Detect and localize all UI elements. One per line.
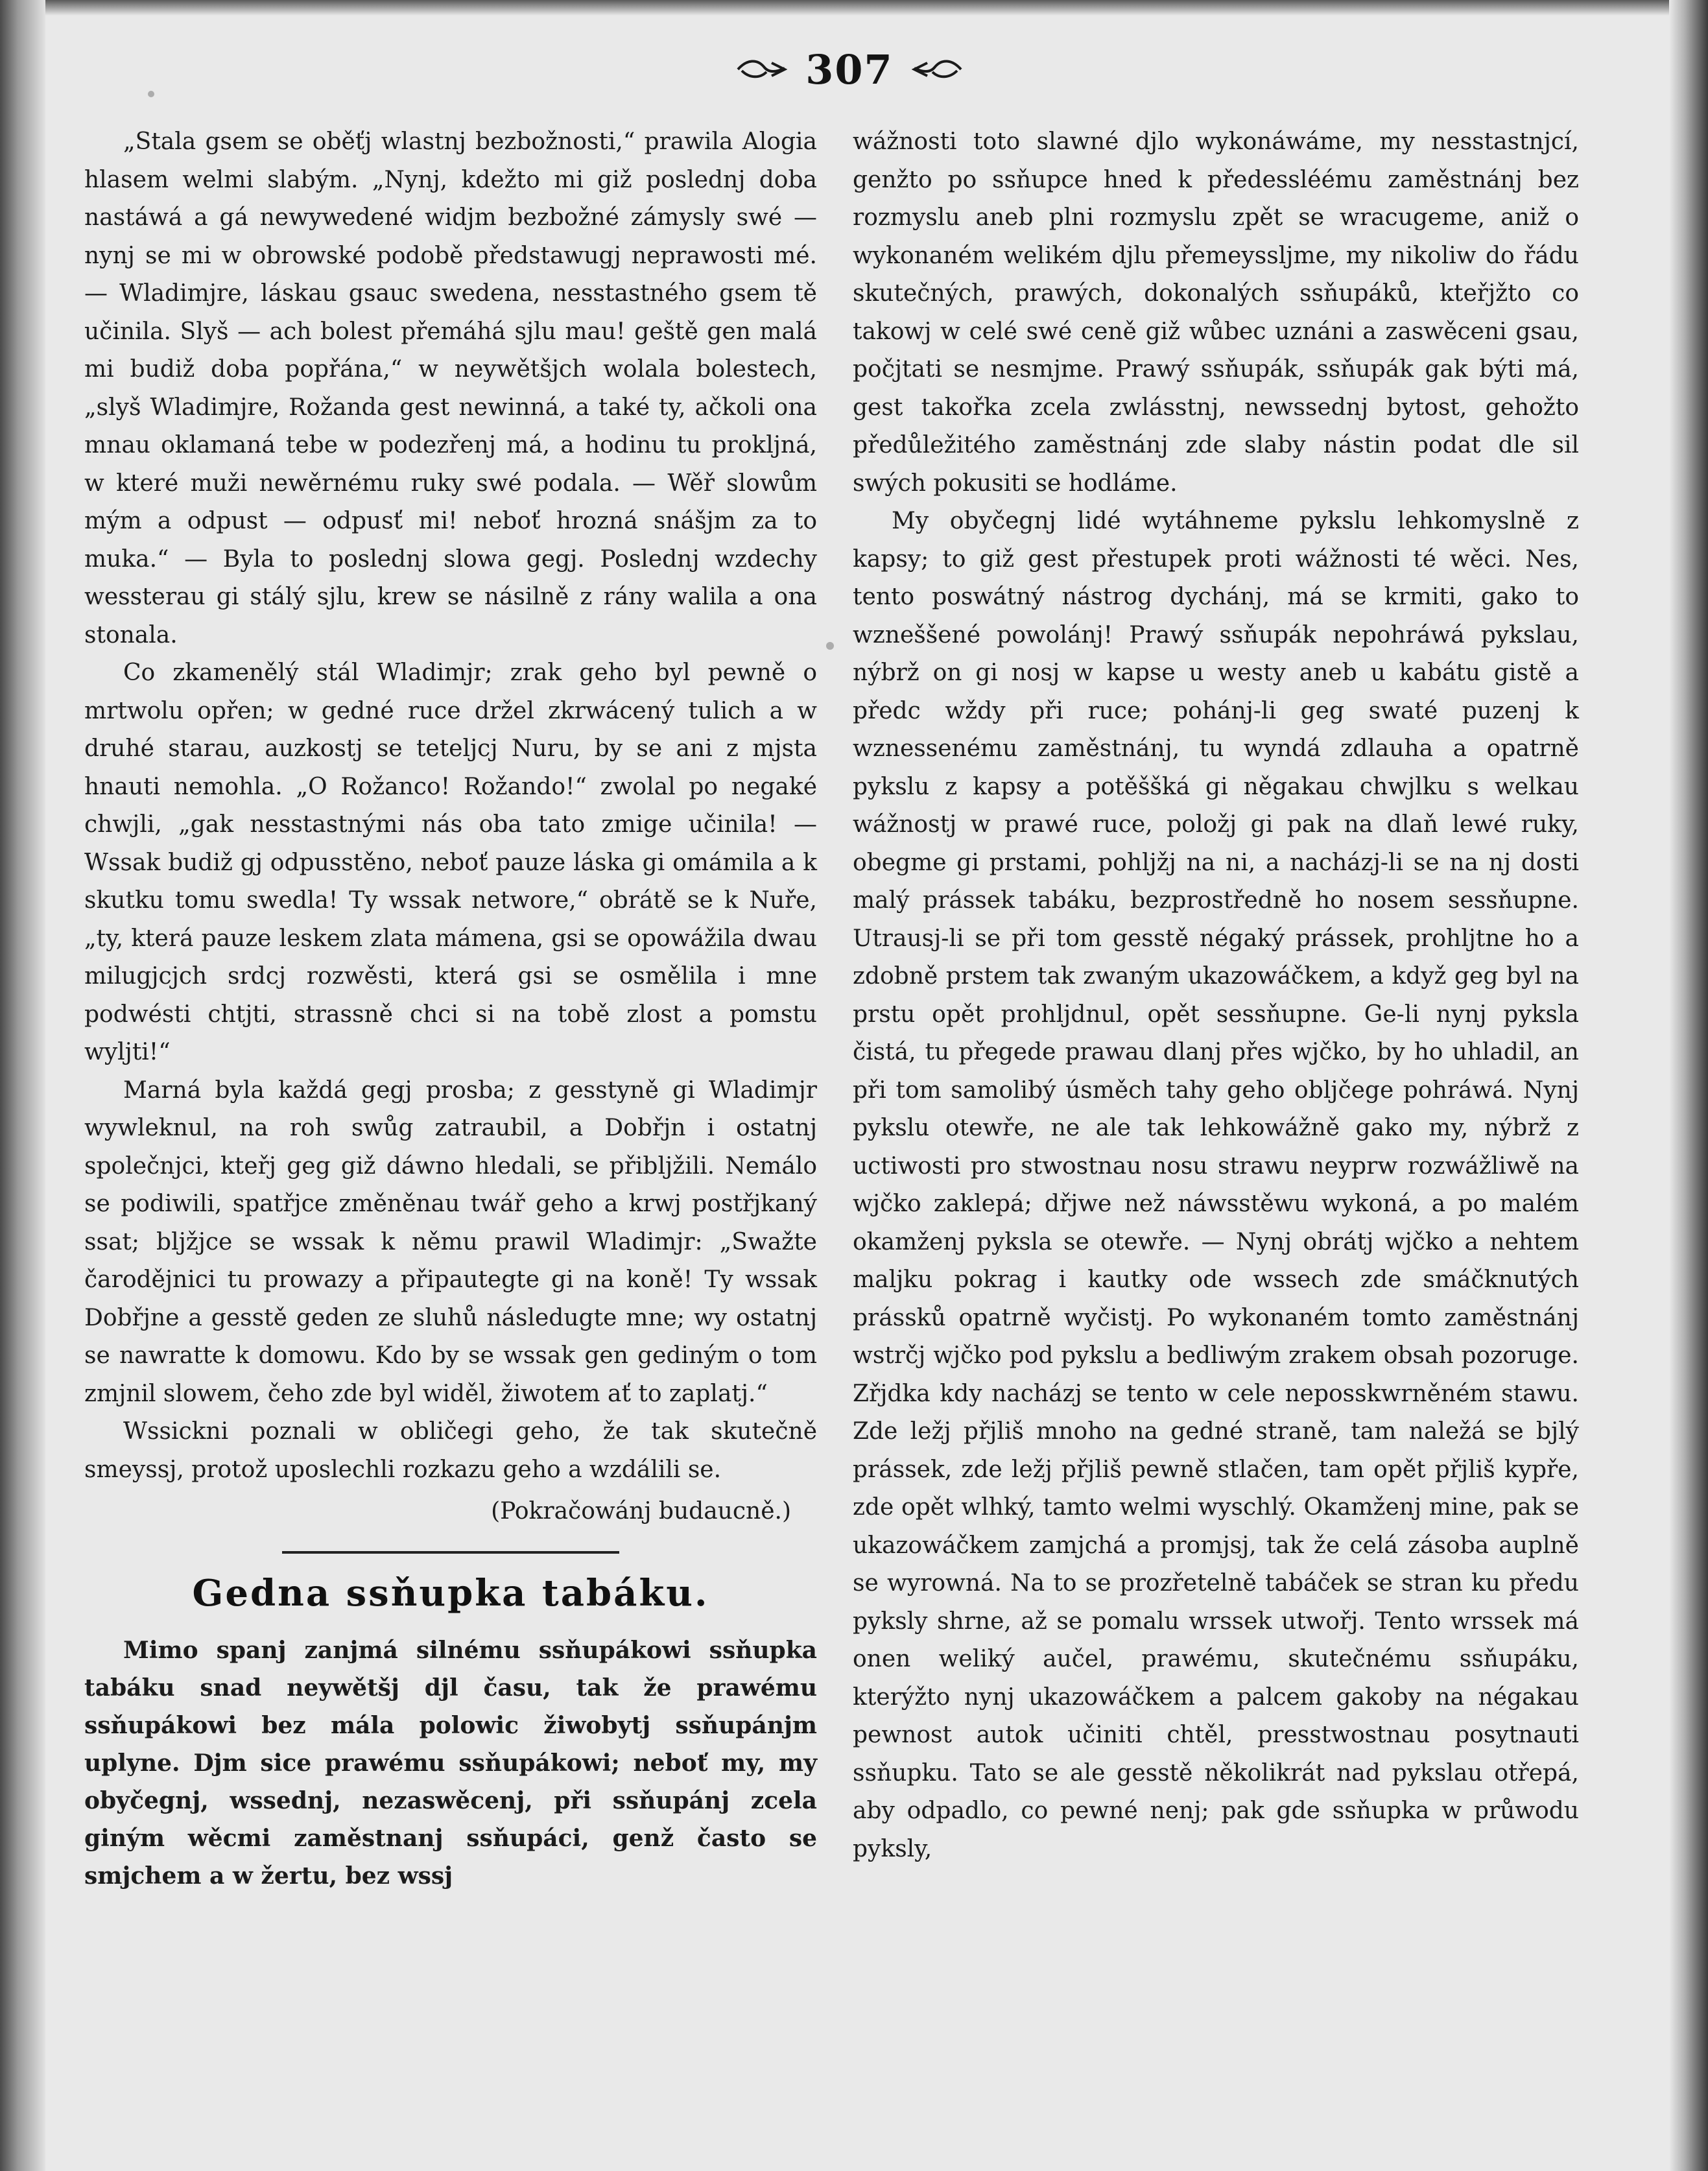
section-divider [282,1551,619,1554]
fleuron-icon [735,56,787,82]
fleuron-icon [912,56,964,82]
article-body [84,1631,817,1895]
left-column [84,123,817,1895]
article-paragraph: wážnosti toto slawné djlo wykonáwáme, my nesstastnjcí, genžto po ssňupce hned k předessléému zaměstnánj bez rozmyslu aneb plni rozmyslu zpět se wracugeme, aniž o wykonaném welikém djlu přemeyssljme, my nikoliw do řádu skutečných, prawých, dokonalých ssňupáků, kteřjžto co takowj w celé swé ceně giž wůbec uznáni a zaswěceni gsau, počjtati se nesmjme. Prawý ssňupák, ssňupák gak býti má, gest takořka zcela zwlásstnj, newssednj bytost, gehožto předůležitého zaměstnánj zde slaby nástin podat dle sil swých pokusiti se hodláme. [853,128,1579,497]
article-title: Gedna ssňupka tabáku. [192,1572,709,1615]
ink-speck [148,91,154,97]
page-header [700,40,999,99]
story-paragraph: Co zkamenělý stál Wladimjr; zrak geho byl pewně o mrtwolu opřen; w gedné ruce držel zkrwácený tulich a w druhé starau, auzkostj se teteljcj Nuru, by se ani z mjsta hnauti nemohla. „O Rožanco! Rožando!“ zwolal po negaké chwjli, „gak nesstastnými nás oba tato zmige učinila! — Wssak budiž gj odpusstěno, neboť pauze láska gi omámila a k skutku tomu swedla! Ty wssak networe,“ obrátě se k Nuře, „ty, která pauze leskem zlata mámena, gsi se opowážila dwau milugjcjch srdcj rozwěsti, která gsi se osmělila i mne podwésti chtjti, strassně chci si na tobě zlost a pomstu wyljti!“ [84,659,817,1065]
ink-speck [826,642,834,650]
article-paragraph: Mimo spanj zanjmá silnému ssňupákowi ssňupka tabáku snad neywětšj djl času, tak že prawému ssňupákowi bez mála polowic žiwobytj ssňupánjm uplyne. Djm sice prawému ssňupákowi; neboť my, my obyčegnj, wssednj, nezaswěcenj, při ssňupánj zcela giným wěcmi zaměstnanj ssňupáci, genž často se smjchem a w žertu, bez wssj [84,1637,817,1890]
article-paragraph: My obyčegnj lidé wytáhneme pykslu lehkomyslně z kapsy; to giž gest přestupek proti wážnosti té wěci. Nes, tento poswátný nástrog dychánj, má se krmiti, gako to wzneššené powolánj! Prawý ssňupák nepohráwá pykslau, nýbrž on gi nosj w kapse u westy aneb u kabátu gistě a předc wždy při ruce; pohánj-li geg swaté puzenj k wznessenému zaměstnánj, tu wyndá zdlauha a opatrně pykslu z kapsy a potěššká gi něgakau chwjlku s welkau wážnostj w prawé ruce, položj gi pak na dlaň lewé ruky, obegme gi prstami, pohljžj na ni, a nacházj-li se na nj dosti malý prássek tabáku, bezprostředně ho nosem sessňupne. Utrausj-li se při tom gesstě négaký prássek, prohljtne ho a zdobně prstem tak zwaným ukazowáčkem, a když geg byl na prstu opět prohljdnul, opět sessňupne. Ge-li nynj pyksla čistá, tu přegede prawau dlanj přes wjčko, by ho uhladil, an při tom samolibý úsměch tahy geho obljčege pohráwá. Nynj pykslu otewře, ne ale tak lehkowážně gako my, nýbrž z uctiwosti pro stwostnau nosu strawu neyprw rozwážliwě na wjčko zaklepá; dřjwe než náwsstěwu wykoná, a po malém okamženj pyksla se otewře. — Nynj obrátj wjčko a nehtem malјku pokrag i kautky ode wssech zde smáčknutých prássků opatrně wyčistj. Po wykonaném tomto zaměstnánj wstrčj wjčko pod pykslu a bedliwým zrakem obsah pozoruge. Zřjdka kdy nacházj se tento w cele neposskwrněném stawu. Zde ležj přjliš mnoho na gedné straně, tam naležá se bjlý prássek, zde ležj přjliš pewně stlačen, tam opět přjliš kypře, zde opět wlhký, tamto welmi wyschlý. Okamženj mine, pak se ukazowáčkem zamjchá a promjsj, tak že celá zásoba auplně se wyrowná. Na to se prozřetelně tabáček se stran ku předu pyksly shrne, až se pomalu wrssek utwořj. Tento wrssek má onen weliký aučel, prawému, skutečnému ssňupáku, kterýžto nynj ukazowáčkem a palcem gakoby na négakau pewnost autok učiniti chtěl, presstwostnau posytnauti ssňupku. Tato se ale gesstě několikrát nad pykslau otřepá, aby odpadlo, co pewné nenj; pak gde ssňupka w průwodu pyksly, [853,508,1579,1862]
scan-edge-top [0,0,1708,16]
scan-edge-right [1669,0,1708,2171]
story-paragraph: „Stala gsem se oběťj wlastnj bezbožnosti,“ prawila Alogia hlasem welmi slabým. „Nynj, kdežto mi giž poslednj doba nastáwá a gá newywedené widjm bezbožné zámysly swé — nynj se mi w obrowské podobě předstawugj neprawosti mé. — Wladimjre, láskau gsauc swedena, nesstastného gsem tě učinila. Slyš — ach bolest přemáhá sjlu mau! geště gen malá mi budiž doba popřána,“ w neywětšjch wolala bolestech, „slyš Wladimjre, Rožanda gest newinná, a také ty, ačkoli ona mnau oklamaná tebe w podezřenj má, a hodinu tu prokljná, w které muži newěrnému ruky swé podala. — Wěř slowům mým a odpust — odpusť mi! neboť hrozná snášjm za to muka.“ — Byla to poslednj slowa gegj. Poslednj wzdechy wessterau gi stálý sjlu, krew se násilně z rány walila a ona stonala. [84,128,817,648]
story-paragraph: Wssickni poznali w obličegi geho, že tak skutečně smeyssj, protož uposlechli rozkazu geho a wzdálili se. [84,1418,817,1483]
right-column [853,123,1579,1868]
scan-edge-left [0,0,45,2171]
continued-note: (Pokračowánj budaucně.) [491,1498,791,1524]
page-number: 307 [805,45,894,93]
story-paragraph: Marná byla každá gegj prosba; z gesstyně gi Wladimjr wywleknul, na roh swůg zatraubil, a Dobřjn i ostatnj společnjci, kteřj geg giž dáwno hledali, se přibljžili. Nemálo se podiwili, spatřjce změněnau twář geho a krwj postřjkaný ssat; bljžjce se wssak k němu prawil Wladimjr: „Swažte čarodějnici tu prowazy a připautegte gi na koně! Ty wssak Dobřjne a gesstě geden ze sluhů následugte mne; wy ostatnj se nawratte k domowu. Kdo by se wssak gen gediným o tom zmjnil slowem, čeho zde byl widěl, žiwotem ať to zaplatj.“ [84,1076,817,1407]
